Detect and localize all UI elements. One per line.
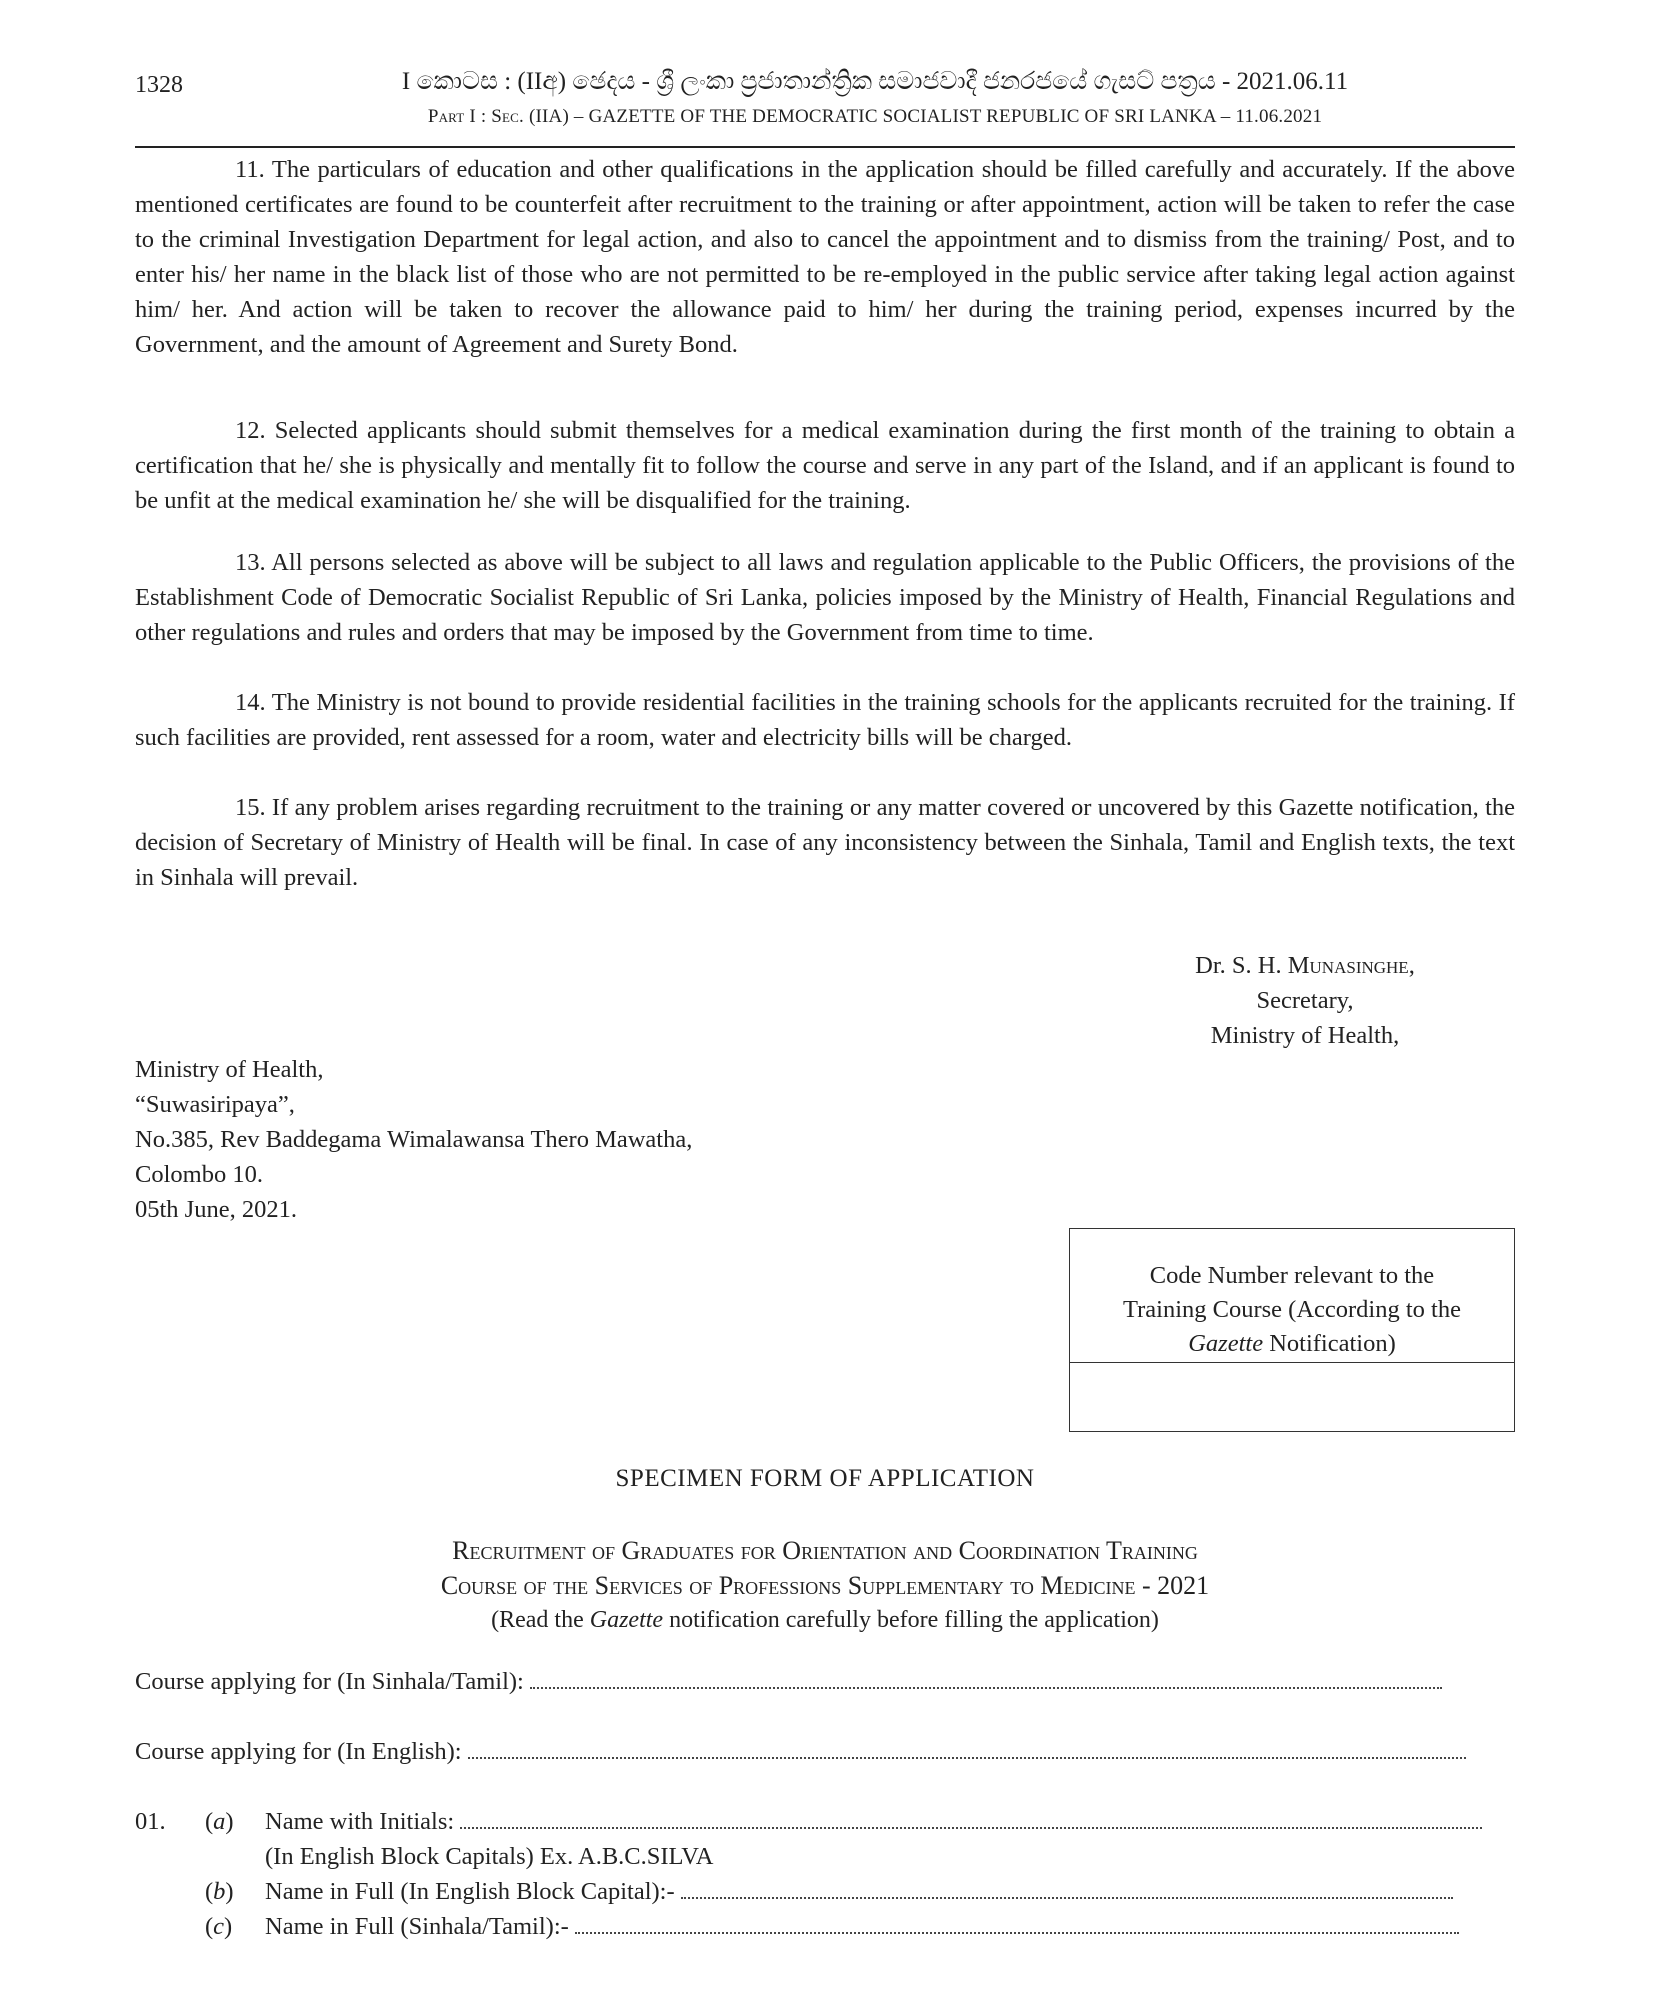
item-b-letter: b bbox=[213, 1878, 226, 1905]
page-header bbox=[135, 68, 1515, 148]
paragraph-11: 11. The particulars of education and other qualifications in the application should be filled carefully and accurately. If the above mentioned certificates are found to be counterfeit after recruitment to the training or after appointment, action will be taken to refer the case to the criminal Investigation Department for legal action, and also to cancel the appointment and to dismiss from the training/ Post, and to enter his/ her name in the black list of those who are not permitted to be re-employed in the public service after taking legal action against him/ her. And action will be taken to recover the allowance paid to him/ her during the training period, expenses incurred by the Government, and the amount of Agreement and Surety Bond. bbox=[135, 156, 1515, 358]
code-number-field[interactable] bbox=[1070, 1363, 1514, 1429]
item-a-marker: (a) bbox=[205, 1808, 234, 1835]
code-number-box bbox=[1069, 1228, 1515, 1432]
course-sinhala-label: Course applying for (In Sinhala/Tamil): bbox=[135, 1668, 524, 1695]
name-with-initials-label: Name with Initials: bbox=[265, 1808, 455, 1835]
header-english-title bbox=[135, 106, 1515, 128]
form-subtitle-line-2: Course of the Services of Professions Supplementary to Medicine - 2021 bbox=[440, 1571, 1210, 1600]
signatory-title: Secretary, bbox=[1256, 987, 1354, 1014]
signatory-name-prefix: Dr. S. H. bbox=[1195, 952, 1288, 979]
code-label-line-3 bbox=[1070, 1327, 1514, 1361]
item-c-marker: (c) bbox=[205, 1913, 233, 1940]
name-with-initials-field bbox=[265, 1804, 1515, 1839]
name-full-english-label: Name in Full (In English Block Capital):- bbox=[265, 1878, 675, 1905]
name-with-initials-input[interactable] bbox=[460, 1809, 1482, 1829]
address-line-3: No.385, Rev Baddegama Wimalawansa Thero Mawatha, bbox=[135, 1126, 693, 1153]
name-full-sinhala-input[interactable] bbox=[575, 1914, 1459, 1934]
item-c-letter: c bbox=[213, 1913, 225, 1940]
code-label-line-2: Training Course (According to the bbox=[1123, 1296, 1461, 1323]
code-number-label bbox=[1070, 1229, 1514, 1363]
address-line-1: Ministry of Health, bbox=[135, 1056, 324, 1083]
name-full-sinhala-field bbox=[265, 1909, 1515, 1944]
issue-date: 05th June, 2021. bbox=[135, 1196, 297, 1223]
paragraph-12: 12. Selected applicants should submit themselves for a medical examination during the first month of the training to obtain a certification that he/ she is physically and mentally fit to follow the course and serve in any part of the Island, and if an applicant is found to be unfit at the medical examination he/ she will be disqualified for the training. bbox=[135, 417, 1515, 514]
page-number: 1328 bbox=[135, 72, 183, 98]
name-full-sinhala-label: Name in Full (Sinhala/Tamil):- bbox=[265, 1913, 569, 1940]
code-label-rest: Notification) bbox=[1263, 1330, 1396, 1357]
form-instruction-note bbox=[135, 1603, 1515, 1638]
note-prefix: (Read the bbox=[491, 1607, 590, 1633]
item-b-marker: (b) bbox=[205, 1878, 234, 1905]
paragraph-15: 15. If any problem arises regarding recruitment to the training or any matter covered or uncovered by this Gazette notification, the decision of Secretary of Ministry of Health will be final. In case of any inconsistency between the Sinhala, Tamil and English texts, the text in Sinhala will prevail. bbox=[135, 794, 1515, 891]
code-label-italic: Gazette bbox=[1188, 1330, 1264, 1357]
address-line-2: “Suwasiripaya”, bbox=[135, 1091, 295, 1118]
name-full-english-input[interactable] bbox=[681, 1879, 1453, 1899]
name-with-initials-note: (In English Block Capitals) Ex. A.B.C.SILVA bbox=[265, 1843, 714, 1870]
paragraph-14: 14. The Ministry is not bound to provide residential facilities in the training schools for the applicants recruited for the training. If such facilities are provided, rent assessed for a room, water and electricity bills will be charged. bbox=[135, 689, 1515, 751]
course-english-input[interactable] bbox=[468, 1739, 1466, 1759]
header-sinhala-title: I කොටස : (IIඅ) ඡෙදය - ශ්‍රී ලංකා ප්‍රජාතාන්ත්‍රික සමාජවාදී ජනරජයේ ගැසට් පත්‍රය - 2021.06.11 bbox=[401, 68, 1349, 95]
header-english-rest: (IIA) – GAZETTE OF THE DEMOCRATIC SOCIALIST REPUBLIC OF SRI LANKA – 11.06.2021 bbox=[528, 106, 1323, 127]
item-number: 01. bbox=[135, 1808, 166, 1835]
signatory-name bbox=[1095, 948, 1515, 983]
paragraph-13: 13. All persons selected as above will be subject to all laws and regulation applicable to the Public Officers, the provisions of the Establishment Code of Democratic Socialist Republic of Sri Lanka, policies imposed by the Ministry of Health, Financial Regulations and other regulations and rules and orders that may be imposed by the Government from time to time. bbox=[135, 549, 1515, 646]
name-full-english-field bbox=[265, 1874, 1515, 1909]
address-line-4: Colombo 10. bbox=[135, 1161, 263, 1188]
address-block bbox=[135, 1052, 692, 1227]
course-english-field bbox=[135, 1734, 1493, 1769]
course-english-label: Course applying for (In English): bbox=[135, 1738, 462, 1765]
item-a-letter: a bbox=[213, 1808, 226, 1835]
course-sinhala-field bbox=[135, 1664, 1493, 1699]
signatory-surname: Munasinghe, bbox=[1287, 952, 1415, 979]
signature-block bbox=[1095, 948, 1515, 1053]
code-label-line-1: Code Number relevant to the bbox=[1149, 1262, 1435, 1289]
form-title: SPECIMEN FORM OF APPLICATION bbox=[615, 1465, 1035, 1492]
note-italic: Gazette bbox=[589, 1607, 664, 1633]
signatory-office: Ministry of Health, bbox=[1210, 1022, 1400, 1049]
form-subtitle-line-1: Recruitment of Graduates for Orientation and Coordination Training bbox=[452, 1536, 1198, 1565]
form-subtitle bbox=[135, 1533, 1515, 1638]
course-sinhala-input[interactable] bbox=[530, 1669, 1442, 1689]
note-suffix: notification carefully before filling the application) bbox=[663, 1607, 1159, 1633]
header-part-section: Part I : Sec. bbox=[427, 106, 524, 127]
